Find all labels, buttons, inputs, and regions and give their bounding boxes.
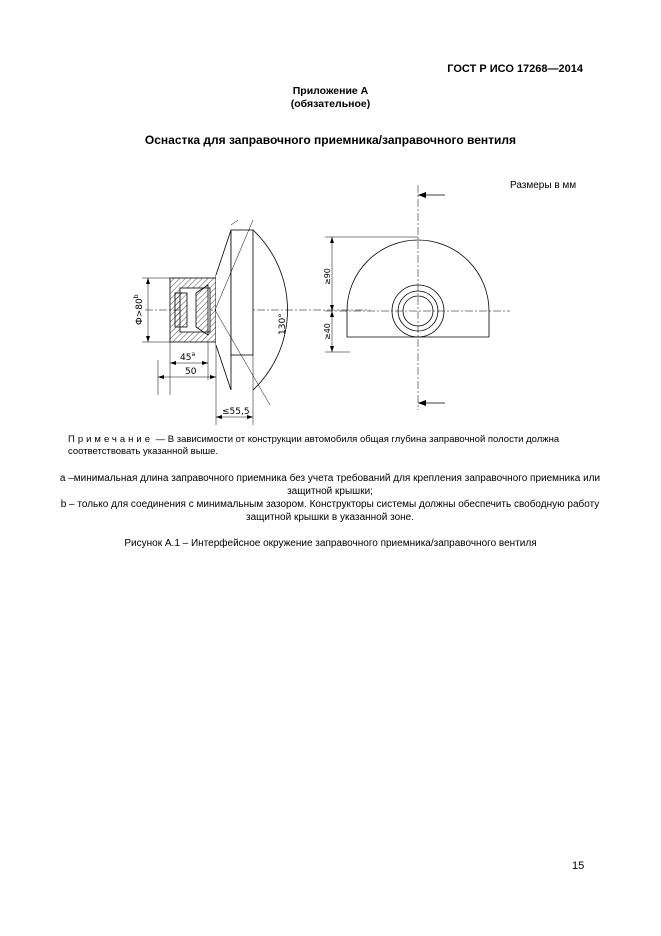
document-id: ГОСТ Р ИСО 17268—2014 — [447, 63, 583, 75]
footnote-b: b – только для соединения с минимальным зазором. Конструкторы системы должны обеспечить свободную работу защитной крышки в указанной зоне. — [60, 499, 600, 523]
dim-130: 130° — [278, 313, 288, 335]
appendix-status: (обязательное) — [290, 98, 371, 110]
dim-50: 50 — [185, 367, 197, 377]
figure-caption: Рисунок А.1 – Интерфейсное окружение заправочного приемника/заправочного вентиля — [124, 538, 537, 549]
note-text: — В зависимости от конструкции автомобиля общая глубина заправочной полости должна соответствовать указанной выше. — [68, 434, 560, 457]
dim-90: ≥90 — [323, 268, 332, 285]
appendix-title — [0, 85, 661, 111]
page-number: 15 — [572, 860, 585, 872]
front-view — [325, 185, 510, 410]
units-note: Размеры в мм — [510, 180, 577, 191]
technical-drawing — [120, 185, 520, 430]
dim-45: 45$^a$ — [180, 351, 196, 363]
note-paragraph — [68, 434, 588, 458]
section-title: Оснастка для заправочного приемника/заправочного вентиля — [144, 133, 517, 147]
side-view — [142, 220, 370, 425]
dim-55-5: ≤55,5 — [222, 407, 250, 417]
dim-diameter: $Ф>80^b$ — [133, 294, 145, 325]
footnote-a: а –минимальная длина заправочного приемника без учета требований для крепления заправочного приемника или защитной крышки; — [59, 473, 601, 497]
appendix-line: Приложение А — [292, 85, 369, 97]
note-lead: Примечание — [68, 434, 153, 445]
dim-40: ≥40 — [323, 323, 332, 340]
